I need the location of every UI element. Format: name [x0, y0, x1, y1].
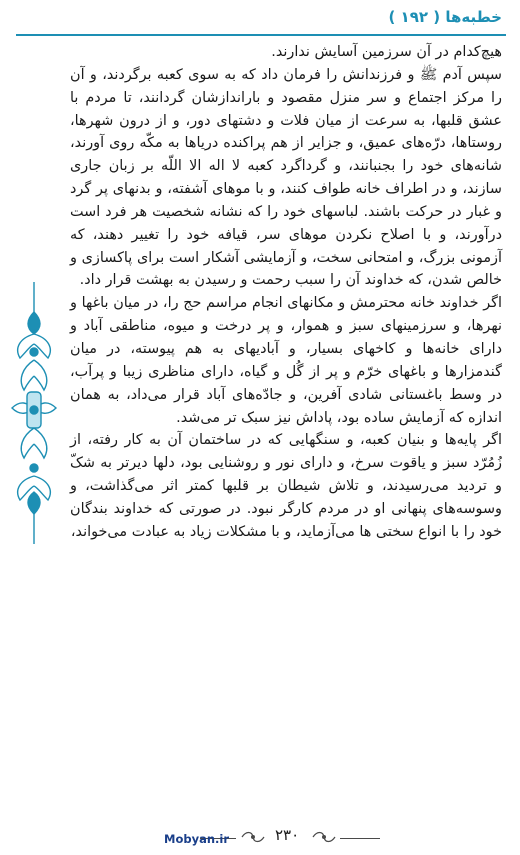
watermark-text: Mobyan.ir — [164, 832, 230, 846]
footer-line-right — [340, 838, 380, 839]
margin-ornament-icon — [6, 282, 62, 544]
paragraph-3: اگر خداوند خانه محترمش و مکانهای انجام مراسم حج را، در میان باغها و نهرها، و سرزمینهای سبز و هموار، و پر درخت و میوه، مناطقی آباد و دارای خانه‌ها و کاخهای بسیار، و آبادیهای به هم پیوسته، در میان گندمزارها و باغهای خرّم و پر از گُل و گیاه، دارای مناظری زیبا و پرآب، در وسط باغستانی شادی آفرین، و جادّه‌های آباد قرار می‌داد، به همان اندازه که آزمایش ساده بود، پاداش نیز سبک تر می‌شد. — [70, 295, 502, 426]
paragraph-4: اگر پایه‌ها و بنیان کعبه، و سنگهایی که در ساختمان آن به کار رفته، از زُمُرّد سبز و یاقوت سرخ، و دارای نور و روشنایی بود، دلها دیرتر به شکّ و تردید می‌رسیدند، و تلاش شیطان بر قلبها کمتر اثر می‌گذاشت، و وسوسه‌های پنهانی او در مردم کارگر نبود. در صورتی که خداوند بندگان خود را با انواع سختی ها می‌آزماید، و با مشکلات زیاد به عبادت می‌خواند، — [70, 432, 502, 540]
page-number: ۲۳۰ — [275, 826, 300, 844]
header-divider — [16, 34, 506, 36]
page-header-title: خطبه‌ها ( ۱۹۲ ) — [388, 8, 502, 26]
swirl-ornament-icon — [311, 829, 337, 845]
paragraph-2: سپس آدم ﷺ و فرزندانش را فرمان داد که به سوی کعبه برگردند، و آن را مرکز اجتماع و سر منزل مقصود و باراندازشان گردانند، تا مردم با عشق قلبها، به سرعت از میان فلات و دشتهای دور، و از درون شهرها، روستاها، درّه‌های عمیق، و جزایر از هم پراکنده دریاها به مکّه روی آورند، شانه‌های خود را بجنبانند، و گرداگرد کعبه لا اله الا اللّه بر زبان جاری سازند، و در اطراف خانه طواف کنند، و با موهای آشفته، و بدنهای پر گرد و غبار در حرکت باشند. لباسهای خود را که نشانه شخصیت هر فرد است درآورند، و با اصلاح نکردن موهای سر، قیافه خود را تغییر دهند، که آزمونی بزرگ، و امتحانی سخت، و آزمایشی آشکار است برای پاکسازی و خالص شدن، که خداوند آن را سبب رحمت و رسیدن به بهشت قرار داد. — [70, 66, 502, 289]
paragraph-1: هیچ‌کدام در آن سرزمین آسایش ندارند. — [271, 44, 502, 60]
swirl-ornament-icon — [240, 829, 266, 845]
body-text — [70, 41, 502, 544]
